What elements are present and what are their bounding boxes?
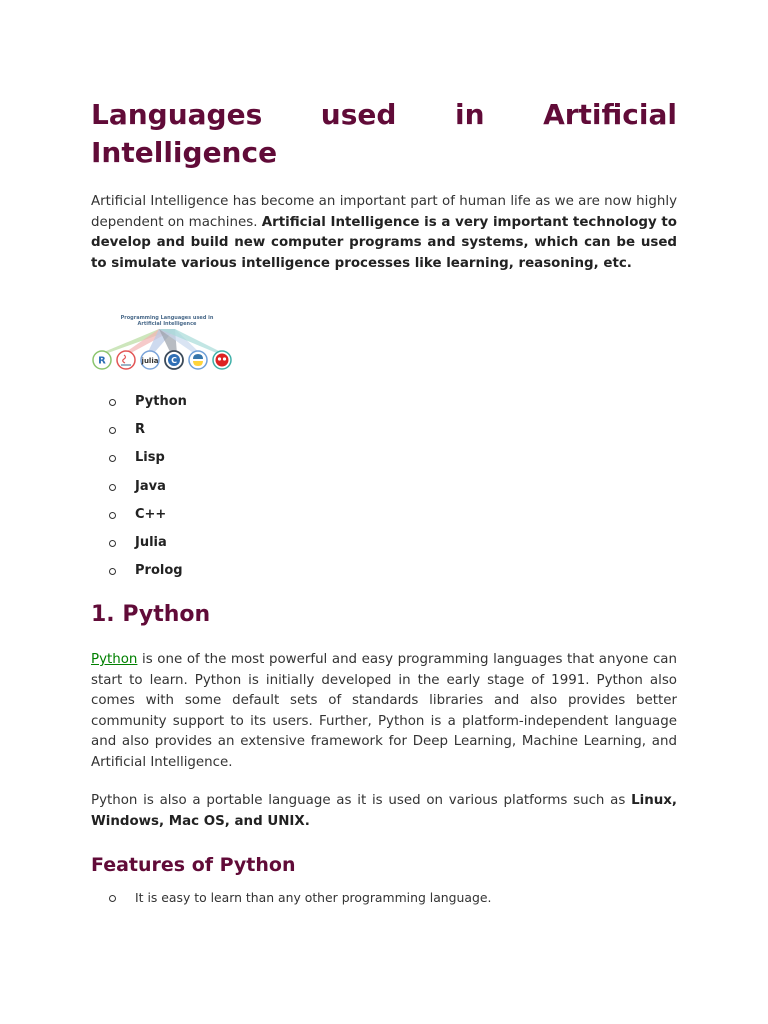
hollow-bullet-icon [109,540,116,547]
platforms-bold-text: Linux, Windows, Mac OS, and UNIX. [91,793,677,829]
platforms-plain-text: Python is also a portable language as it is used on various platforms such as [91,793,632,808]
section-heading-python: 1. Python [91,602,211,627]
svg-text:julia: julia [141,357,159,365]
hollow-bullet-icon [109,455,116,462]
hollow-bullet-icon [109,568,116,575]
list-item: Lisp [109,448,187,476]
python-link[interactable]: Python [91,652,138,667]
c-plus-plus-logo-icon [165,351,183,369]
title-line-1 [91,96,677,134]
title-word: Artificial [543,98,677,131]
figure-caption-line-2: Artificial Intelligence [137,321,197,327]
title-word: Languages [91,98,263,131]
list-item: Julia [109,533,187,561]
list-item: C++ [109,505,187,533]
title-line-2: Intelligence [91,136,278,169]
prolog-logo-icon [213,351,231,369]
intro-bold-text: Artificial Intelligence is a very important technology to develop and build new computer programs and systems, which can be used to simulate various intelligence processes like learning, reasoning, etc. [91,214,678,271]
page-title [91,96,677,172]
python-intro-text: is one of the most powerful and easy programming languages that anyone can start to learn. Python is initially developed in the early stage of 1991. Python also comes with some default sets of standards libraries and also provides better community support to its users. Further, Python is a platform-independent language and also provides an extensive framework for Deep Learning, Machine Learning, and Artificial Intelligence. [91,652,677,770]
hollow-bullet-icon [109,484,116,491]
features-list [109,888,491,908]
hollow-bullet-icon [109,399,116,406]
hollow-bullet-icon [109,427,116,434]
hollow-bullet-icon [109,512,116,519]
intro-plain-text: Artificial Intelligence has become an important part of human life as we are now highly dependent on machines. [91,194,677,230]
title-word: in [454,98,485,131]
languages-list [109,392,187,589]
python-platforms-paragraph [91,791,677,832]
figure-caption-line-1: Programming Languages used in [120,315,214,321]
r-logo-icon [93,351,111,369]
python-logo-icon [189,351,207,369]
hollow-bullet-icon [109,895,116,902]
julia-logo-icon [141,351,159,369]
list-item: Prolog [109,561,187,589]
python-intro-paragraph [91,650,677,773]
intro-paragraph [91,192,677,274]
list-item: It is easy to learn than any other programming language. [109,888,491,908]
svg-text:R: R [98,355,106,367]
java-logo-icon [117,351,135,369]
languages-figure-graphic [91,312,236,374]
svg-text:C: C [171,356,177,365]
features-heading: Features of Python [91,854,296,876]
list-item: R [109,420,187,448]
list-item: Java [109,477,187,505]
title-word: used [320,98,397,131]
languages-figure [91,312,236,374]
list-item: Python [109,392,187,420]
